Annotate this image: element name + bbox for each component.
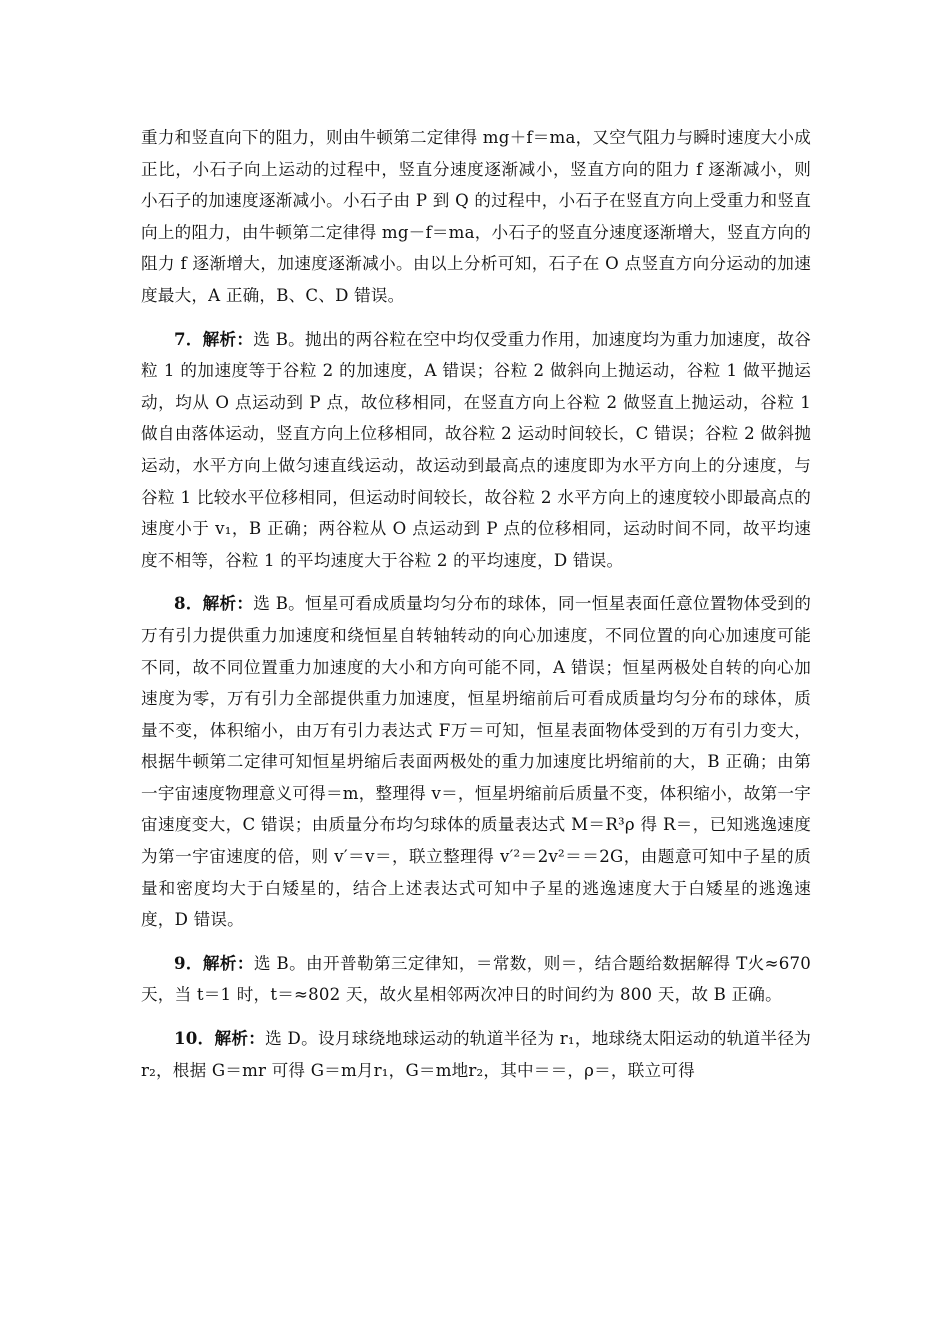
paragraph-text: 选 D。设月球绕地球运动的轨道半径为 r₁，地球绕太阳运动的轨道半径为 r₂，根据 G＝mr 可得 G＝m月r₁，G＝m地r₂，其中＝＝，ρ＝，联立可得: [141, 1029, 811, 1080]
paragraph-q8-explanation: [141, 588, 811, 936]
question-label: 7．解析：: [174, 328, 254, 349]
paragraph-text: 重力和竖直向下的阻力，则由牛顿第二定律得 mg＋f＝ma，又空气阻力与瞬时速度大小成正比，小石子向上运动的过程中，竖直分速度逐渐减小，竖直方向的阻力 f 逐渐减小，则小石子的加速度逐渐减小。小石子由 P 到 Q 的过程中，小石子在竖直方向上受重力和竖直向上的阻力，由牛顿第二定律得 mg－f＝ma，小石子的竖直分速度逐渐增大，竖直方向的阻力 f 逐渐增大，加速度逐渐减小。由以上分析可知，石子在 O 点竖直方向分运动的加速度最大，A 正确，B、C、D 错误。: [141, 128, 811, 305]
paragraph-text: 选 B。抛出的两谷粒在空中均仅受重力作用，加速度均为重力加速度，故谷粒 1 的加速度等于谷粒 2 的加速度，A 错误；谷粒 2 做斜向上抛运动，谷粒 1 做平抛运动，均从 O 点运动到 P 点，故位移相同，在竖直方向上谷粒 2 做竖直上抛运动，谷粒 1 做自由落体运动，竖直方向上位移相同，故谷粒 2 运动时间较长，C 错误；谷粒 2 做斜抛运动，水平方向上做匀速直线运动，故运动到最高点的速度即为水平方向上的分速度，与谷粒 1 比较水平位移相同，但运动时间较长，故谷粒 2 水平方向上的速度较小即最高点的速度小于 v₁，B 正确；两谷粒从 O 点运动到 P 点的位移相同，运动时间不同，故平均速度不相等，谷粒 1 的平均速度大于谷粒 2 的平均速度，D 错误。: [141, 329, 811, 570]
paragraph-q7-explanation: [141, 324, 811, 577]
paragraph-q9-explanation: [141, 948, 811, 1011]
paragraph-q6-continuation: [141, 122, 811, 312]
question-label: 10．解析：: [174, 1028, 266, 1049]
paragraph-text: 选 B。由开普勒第三定律知，＝常数，则＝，结合题给数据解得 T火≈670 天，当 t＝1 时，t＝≈802 天，故火星相邻两次冲日的时间约为 800 天，故 B 正确。: [141, 953, 812, 1005]
question-label: 8．解析：: [174, 593, 254, 614]
paragraph-q10-explanation: [141, 1023, 811, 1086]
answer-explanations: [141, 122, 811, 1098]
question-label: 9．解析：: [174, 952, 254, 973]
paragraph-text: 选 B。恒星可看成质量均匀分布的球体，同一恒星表面任意位置物体受到的万有引力提供重力加速度和绕恒星自转轴转动的向心加速度，不同位置的向心加速度可能不同，故不同位置重力加速度的大小和方向可能不同，A 错误；恒星两极处自转的向心加速度为零，万有引力全部提供重力加速度，恒星坍缩前后可看成质量均匀分布的球体，质量不变，体积缩小，由万有引力表达式 F万＝可知，恒星表面物体受到的万有引力变大，根据牛顿第二定律可知恒星坍缩后表面两极处的重力加速度比坍缩前的大，B 正确；由第一宇宙速度物理意义可得＝m，整理得 v＝，恒星坍缩前后质量不变，体积缩小，故第一宇宙速度变大，C 错误；由质量分布均匀球体的质量表达式 M＝R³ρ 得 R＝，已知逃逸速度为第一宇宙速度的倍，则 v′＝v＝，联立整理得 v′²＝2v²＝＝2G，由题意可知中子星的质量和密度均大于白矮星的，结合上述表达式可知中子星的逃逸速度大于白矮星的逃逸速度，D 错误。: [141, 594, 811, 930]
